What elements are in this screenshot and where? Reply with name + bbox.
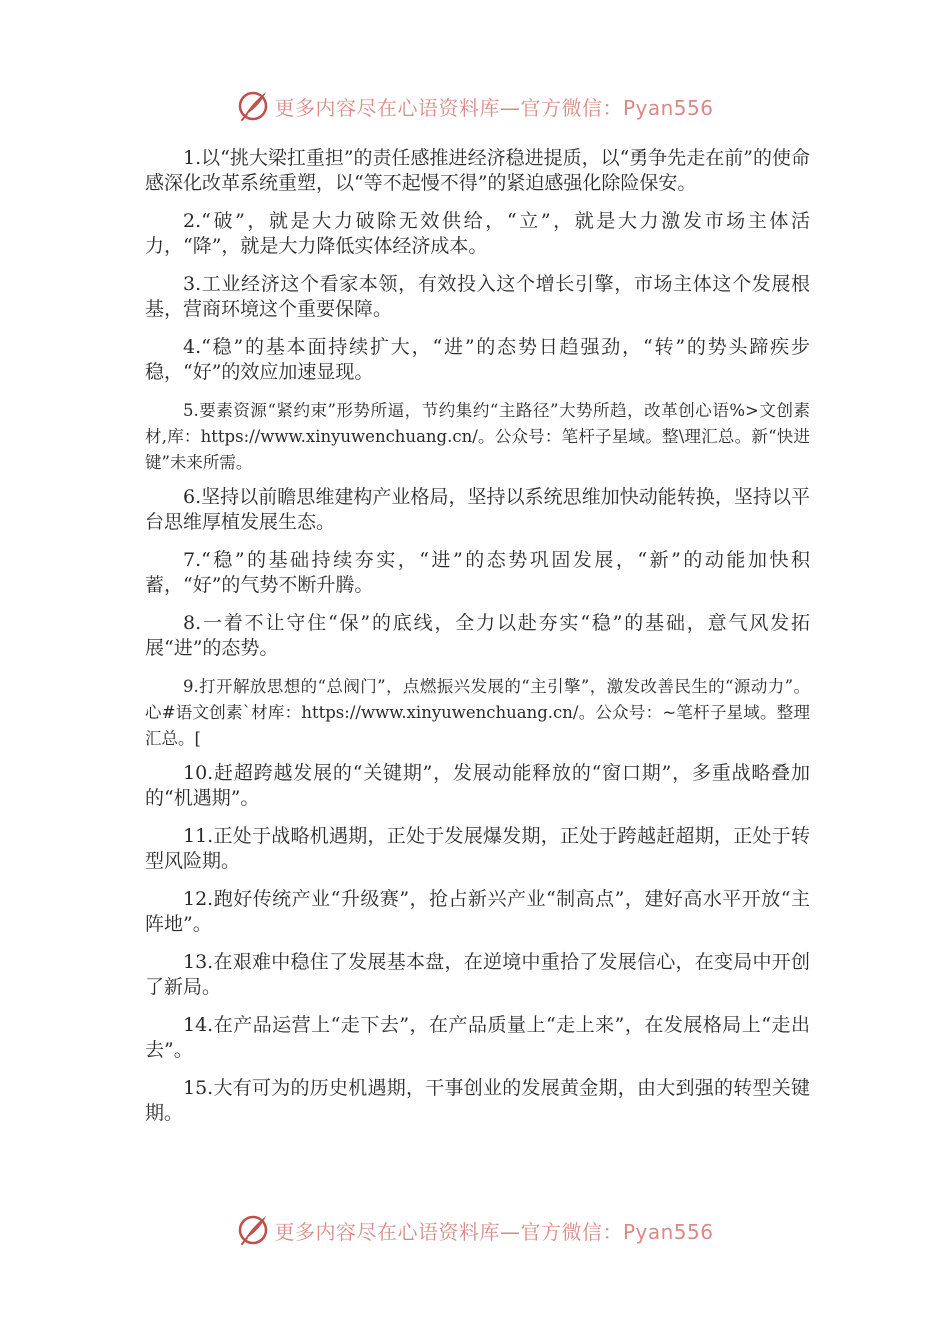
header-banner	[0, 86, 950, 126]
feather-pen-logo-icon	[236, 1213, 270, 1247]
paragraph-12: 12.跑好传统产业“升级赛”，抢占新兴产业“制高点”，建好高水平开放“主阵地”。	[145, 888, 810, 935]
paragraph-13: 13.在艰难中稳住了发展基本盘，在逆境中重拾了发展信心，在变局中开创了新局。	[145, 951, 810, 998]
paragraph-1: 1.以“挑大梁扛重担”的责任感推进经济稳进提质，以“勇争先走在前”的使命感深化改革系统重塑，以“等不起慢不得”的紧迫感强化除险保安。	[145, 147, 810, 194]
footer-banner-text: 更多内容尽在心语资料库—官方微信：Pyan556	[274, 1219, 714, 1244]
paragraph-3: 3.工业经济这个看家本领，有效投入这个增长引擎，市场主体这个发展根基，营商环境这个重要保障。	[145, 273, 810, 320]
feather-pen-logo-icon	[236, 89, 270, 123]
paragraph-2: 2.“破”，就是大力破除无效供给，“立”，就是大力激发市场主体活力，“降”，就是大力降低实体经济成本。	[145, 210, 810, 257]
header-banner-text: 更多内容尽在心语资料库—官方微信：Pyan556	[274, 95, 714, 120]
paragraph-9: 9.打开解放思想的“总阀门”，点燃振兴发展的“主引擎”，激发改善民生的“源动力”。心#语文创素`材库：https://www.xinyuwenchuang.cn/。公众号：~笔杆子星域。整理汇总。[	[145, 677, 810, 748]
paragraph-8: 8.一着不让守住“保”的底线，全力以赴夯实“稳”的基础，意气风发拓展“进”的态势。	[145, 612, 810, 659]
paragraph-11: 11.正处于战略机遇期，正处于发展爆发期，正处于跨越赶超期，正处于转型风险期。	[145, 825, 810, 872]
paragraph-10: 10.赶超跨越发展的“关键期”，发展动能释放的“窗口期”，多重战略叠加的“机遇期”。	[145, 762, 810, 809]
footer-banner	[0, 1210, 950, 1250]
paragraph-15: 15.大有可为的历史机遇期，干事创业的发展黄金期，由大到强的转型关键期。	[145, 1077, 810, 1124]
paragraph-14: 14.在产品运营上“走下去”，在产品质量上“走上来”，在发展格局上“走出去”。	[145, 1014, 810, 1061]
paragraph-7: 7.“稳”的基础持续夯实，“进”的态势巩固发展，“新”的动能加快积蓄，“好”的气势不断升腾。	[145, 549, 810, 596]
document-body	[145, 146, 810, 1139]
paragraph-6: 6.坚持以前瞻思维建构产业格局，坚持以系统思维加快动能转换，坚持以平台思维厚植发展生态。	[145, 486, 810, 533]
paragraph-4: 4.“稳”的基本面持续扩大，“进”的态势日趋强劲，“转”的势头蹄疾步稳，“好”的效应加速显现。	[145, 336, 810, 383]
paragraph-5: 5.要素资源“紧约束”形势所逼，节约集约“主路径”大势所趋，改革创心语%>文创素材,库：https://www.xinyuwenchuang.cn/。公众号：笔杆子星域。整\理汇总。新“快进键”未来所需。	[145, 401, 810, 472]
